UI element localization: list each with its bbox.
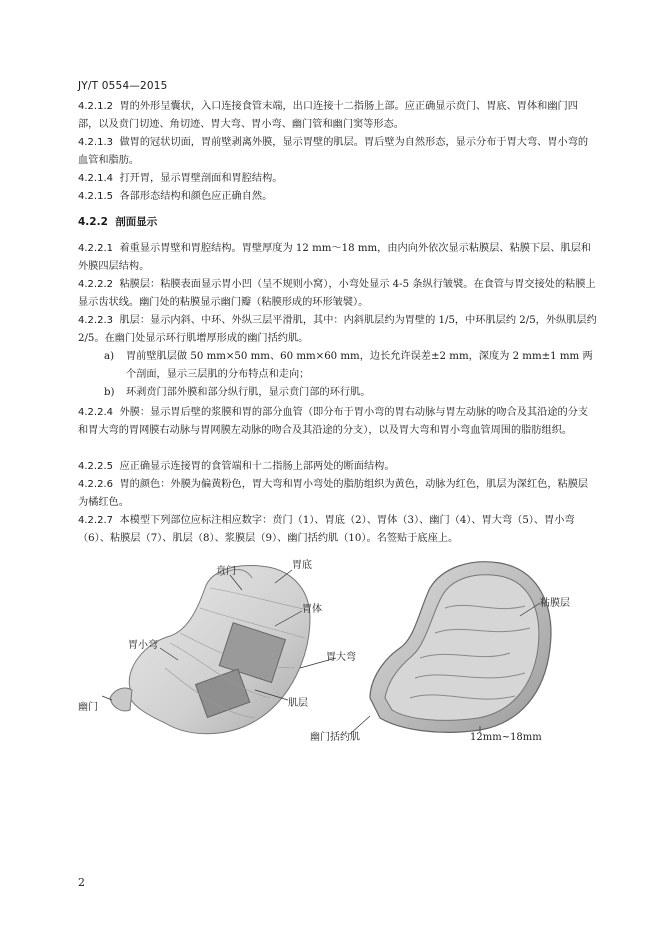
document-code: JY/T 0554—2015 xyxy=(78,80,168,92)
label-wall-thickness: 12mm~18mm xyxy=(470,732,542,743)
para-4-2-2-7: 4.2.2.7 本模型下列部位应标注相应数字：贲门（1）、胃底（2）、胃体（3）、幽门（4）、胃大弯（5）、胃小弯（6）、粘膜层（7）、肌层（8）、浆膜层（9）、幽门括约肌（10）。名签贴于底座上。 xyxy=(78,515,575,544)
label-fundus: 胃底 xyxy=(292,560,312,571)
para-4-2-2-2: 4.2.2.2 粘膜层：粘膜表面显示胃小凹（呈不规则小窝），小弯处显示 4-5 条纵行皱襞。在食管与胃交接处的粘膜上显示齿状线。幽门处的粘膜显示幽门瓣（粘膜形成的环形皱襞）。 xyxy=(78,279,596,308)
label-pyloric-sphincter: 幽门括约肌 xyxy=(310,732,360,743)
para-4-2-2-4: 4.2.2.4 外膜：显示胃后壁的浆膜和胃的部分血管（即分布于胃小弯的胃右动脉与胃左动脉的吻合及其沿途的分支和胃大弯的胃网膜右动脉与胃网膜左动脉的吻合及其沿途的分支），以及胃大弯和胃小弯血管周围的脂肪组织。 xyxy=(78,407,589,436)
label-mucosa: 粘膜层 xyxy=(540,598,570,609)
para-4-2-2-1: 4.2.2.1 着重显示胃壁和胃腔结构。胃壁厚度为 12 mm～18 mm，由内向外依次显示粘膜层、粘膜下层、肌层和外膜四层结构。 xyxy=(78,243,592,272)
para-4-2-2-5: 4.2.2.5 应正确显示连接胃的食管端和十二指肠上部两处的断面结构。 xyxy=(78,461,395,472)
para-4-2-1-4: 4.2.1.4 打开胃，显示胃壁剖面和胃腔结构。 xyxy=(78,173,283,184)
page-number: 2 xyxy=(78,876,85,889)
para-4-2-1-5: 4.2.1.5 各部形态结构和颜色应正确自然。 xyxy=(78,191,273,202)
label-body: 胃体 xyxy=(302,604,322,615)
label-lesser-curvature: 胃小弯 xyxy=(128,640,158,651)
subsection-heading: 4.2.2 剖面显示 xyxy=(78,216,158,228)
list-item-b: b) 环剥贲门部外膜和部分纵行肌，显示贲门部的环行肌。 xyxy=(104,387,371,398)
label-cardia: 贲门 xyxy=(216,566,236,577)
label-greater-curvature: 胃大弯 xyxy=(326,652,356,663)
label-muscle-layer: 肌层 xyxy=(288,698,308,709)
para-4-2-1-2: 4.2.1.2 胃的外形呈囊状，入口连接食管末端，出口连接十二指肠上部。应正确显示贲门、胃底、胃体和幽门四部，以及贲门切迹、角切迹、胃大弯、胃小弯、幽门管和幽门窦等形态。 xyxy=(78,101,578,130)
para-4-2-2-6: 4.2.2.6 胃的颜色：外膜为偏黄粉色，胃大弯和胃小弯处的脂肪组织为黄色，动脉为红色，肌层为深红色，粘膜层为橘红色。 xyxy=(78,479,589,508)
para-4-2-2-3: 4.2.2.3 肌层：显示内斜、中环、外纵三层平滑肌，其中：内斜肌层约为胃壁的 1/5，中环肌层约 2/5，外纵肌层约 2/5。在幽门处显示环行肌增厚形成的幽门括约肌。 xyxy=(78,315,597,344)
label-pylorus: 幽门 xyxy=(78,702,98,713)
list-item-a: a) 胃前壁肌层做 50 mm×50 mm、60 mm×60 mm，边长允许误差±2 mm，深度为 2 mm±1 mm 两个剖面，显示三层肌的分布特点和走向； xyxy=(104,351,593,380)
stomach-section-drawing xyxy=(370,562,551,733)
stomach-figure xyxy=(70,548,610,758)
para-4-2-1-3: 4.2.1.3 做胃的冠状切面，胃前壁剥离外膜，显示胃壁的肌层。胃后壁为自然形态，显示分布于胃大弯、胃小弯的血管和脂肪。 xyxy=(78,137,589,166)
